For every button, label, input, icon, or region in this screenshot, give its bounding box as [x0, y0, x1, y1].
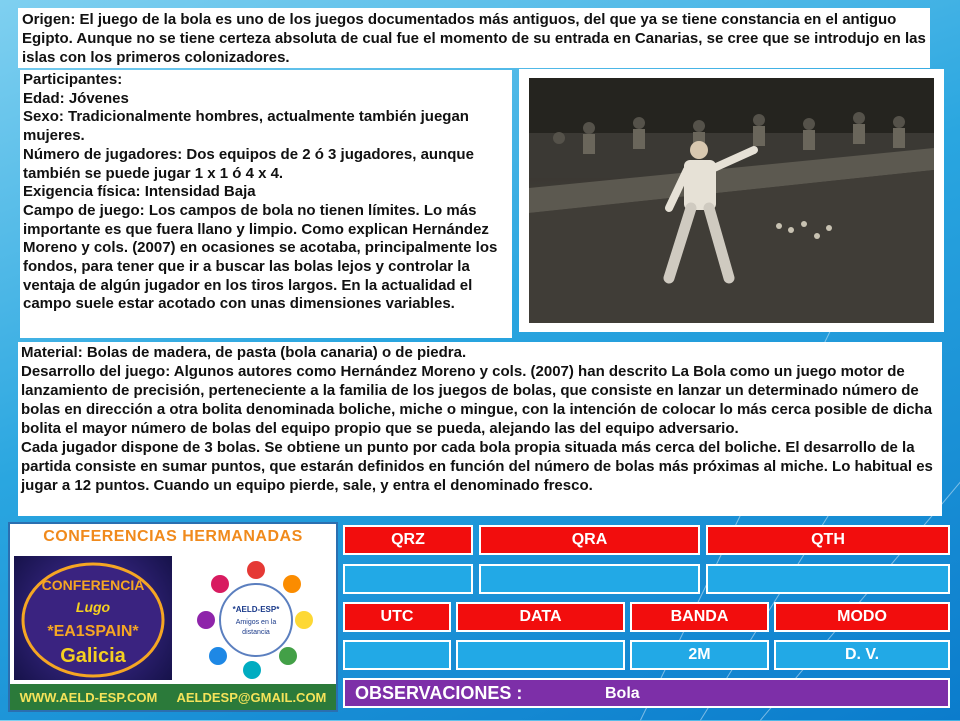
- badge-bottom-text: Galicia: [60, 645, 126, 667]
- modo-value[interactable]: D. V.: [774, 640, 950, 670]
- qth-label: QTH: [706, 525, 950, 555]
- photo-frame: [519, 69, 944, 332]
- qrz-value[interactable]: [343, 564, 473, 594]
- bola-game-photo: [529, 78, 934, 323]
- edad-line: Edad: Jóvenes: [23, 89, 129, 107]
- aeld-esp-logo: [180, 554, 332, 682]
- aeld-line3: distancia: [242, 629, 270, 636]
- banda-label: BANDA: [630, 602, 769, 632]
- observaciones-row: [343, 678, 950, 708]
- utc-label: UTC: [343, 602, 451, 632]
- material-text-box: [18, 342, 942, 516]
- data-label: DATA: [456, 602, 625, 632]
- desarrollo-line: Desarrollo del juego: Algunos autores como Hernández Moreno y cols. (2007) han descrito La Bola como un juego motor de lanzamiento de precisión, perteneciente a la familia de los juegos de bolas, que consiste en lanzar un determinado número de bolas en dirección a otra bolita denominada boliche, miche o mingue, con la intención de colocar lo más cerca posible de dicha bolita el mayor número de bolas del equipo propio que se pueda, alejando las del equipo adversario.: [21, 363, 933, 437]
- campo-juego-line: Campo de juego: Los campos de bola no tienen límites. Lo más importante es que fuera llano y limpio. Como explican Hernández Moreno y cols. (2007) en ocasiones se acotaba, principalmente los fondos, para tener que ir a buscar las bolas lejos y controlar la ventaja de algún jugador en los tiros largos. En la actualidad el campo suele estar acotado con unas dimensiones variables.: [23, 201, 498, 313]
- badge-mid-text: Lugo: [75, 599, 111, 615]
- puntos-line: Cada jugador dispone de 3 bolas. Se obtiene un punto por cada bola propia situada más cerca del boliche. El desarrollo de la partida consiste en sumar puntos, que estarán definidos en función del número de bolas más próximas al miche. Lo habitual es jugar a 12 puntos. Cuando un equipo pierde, sale, y entra el denominado fresco.: [21, 439, 933, 494]
- observaciones-label: OBSERVACIONES :: [355, 683, 523, 703]
- email-text: AELDESP@GMAIL.COM: [176, 689, 327, 705]
- qrz-label: QRZ: [343, 525, 473, 555]
- observaciones-value: Bola: [605, 685, 640, 702]
- logo-footer: [10, 684, 336, 710]
- website-text: WWW.AELD-ESP.COM: [19, 689, 158, 705]
- aeld-line2: Amigos en la: [235, 619, 277, 626]
- logo-title: CONFERENCIAS HERMANADAS: [43, 528, 303, 545]
- exigencia-line: Exigencia física: Intensidad Baja: [23, 183, 256, 201]
- qra-value[interactable]: [479, 564, 700, 594]
- origen-text-box: [18, 8, 930, 68]
- banda-value[interactable]: 2M: [630, 640, 769, 670]
- aeld-line1: *AELD-ESP*: [232, 605, 280, 614]
- photo-illustration: [529, 78, 934, 323]
- material-line: Material: Bolas de madera, de pasta (bola canaria) o de piedra.: [21, 344, 467, 361]
- participantes-heading: Participantes:: [23, 71, 123, 88]
- modo-label: MODO: [774, 602, 950, 632]
- badge-call-text: *EA1SPAIN*: [47, 623, 139, 640]
- data-value[interactable]: [456, 640, 625, 670]
- badge-top-text: CONFERENCIA: [41, 577, 145, 593]
- origen-text: Origen: El juego de la bola es uno de los juegos documentados más antiguos, del que ya se tiene constancia en el antiguo Egipto. Aunque no se tiene certeza absoluta de cual fue el momento de su entrada en Canarias, se cree que se introdujo en las islas con los primeros colonizadores.: [22, 11, 926, 66]
- qth-value[interactable]: [706, 564, 950, 594]
- conferencias-logo-panel: [8, 522, 338, 712]
- numero-jugadores-line: Número de jugadores: Dos equipos de 2 ó 3 jugadores, aunque también se puede jugar 1 x 1 ó 4 x 4.: [23, 145, 474, 182]
- aeld-logo-graphic: [180, 554, 332, 682]
- conferencia-lugo-badge: [14, 556, 172, 680]
- sexo-line: Sexo: Tradicionalmente hombres, actualmente también juegan mujeres.: [23, 108, 469, 145]
- qra-label: QRA: [479, 525, 700, 555]
- participantes-text-box: [20, 70, 512, 338]
- badge-graphic: [14, 556, 172, 680]
- utc-value[interactable]: [343, 640, 451, 670]
